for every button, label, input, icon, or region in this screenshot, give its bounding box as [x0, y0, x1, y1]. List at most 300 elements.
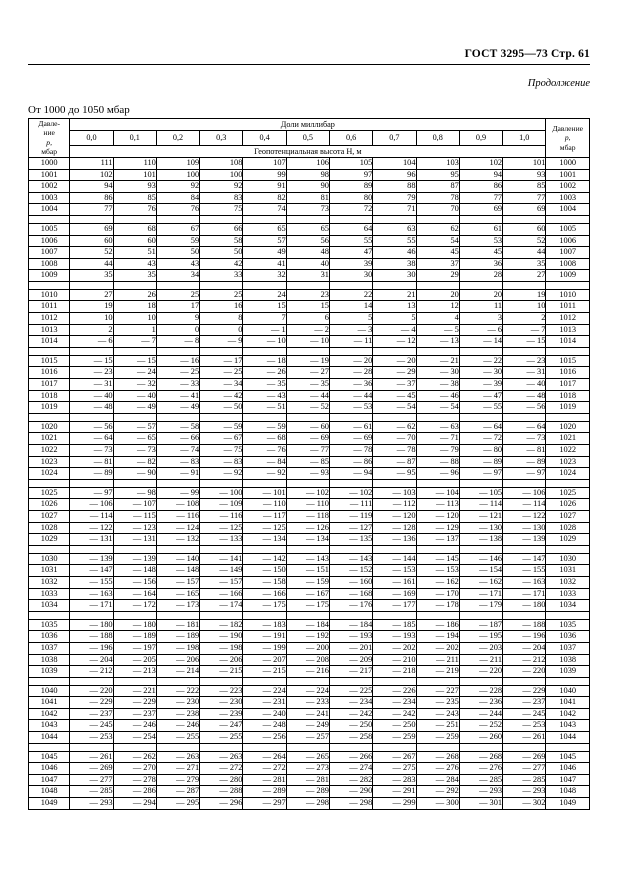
cell-height-9: — 39 — [459, 379, 502, 391]
cell-height-3: — 190 — [200, 631, 243, 643]
spacer-cell — [459, 743, 502, 751]
cell-height-2: — 295 — [156, 798, 199, 810]
table-row — [29, 642, 590, 654]
table-row — [29, 522, 590, 534]
cell-height-10: 52 — [503, 235, 546, 247]
table-row — [29, 565, 590, 577]
spacer-cell — [503, 413, 546, 421]
table-row — [29, 774, 590, 786]
cell-height-1: 18 — [113, 301, 156, 313]
cell-height-10: 101 — [503, 157, 546, 169]
spacer-cell — [546, 413, 590, 421]
cell-height-1: — 262 — [113, 751, 156, 763]
cell-height-5: 65 — [286, 223, 329, 235]
cell-height-0: — 40 — [70, 390, 113, 402]
cell-height-7: — 120 — [373, 510, 416, 522]
block-separator — [29, 413, 590, 421]
cell-height-0: 19 — [70, 301, 113, 313]
spacer-cell — [156, 677, 199, 685]
row-pressure-right: 1034 — [546, 600, 590, 612]
spacer-cell — [29, 215, 70, 223]
cell-height-8: 62 — [416, 223, 459, 235]
cell-height-9: — 203 — [459, 642, 502, 654]
spacer-cell — [416, 545, 459, 553]
cell-height-1: — 148 — [113, 565, 156, 577]
cell-height-0: 35 — [70, 270, 113, 282]
cell-height-7: 71 — [373, 204, 416, 216]
table-row — [29, 402, 590, 414]
spacer-cell — [156, 743, 199, 751]
cell-height-5: 23 — [286, 289, 329, 301]
row-pressure-right: 1011 — [546, 301, 590, 313]
cell-height-5: — 281 — [286, 774, 329, 786]
spacer-cell — [416, 677, 459, 685]
table-row — [29, 534, 590, 546]
spacer-cell — [459, 215, 502, 223]
cell-height-10: — 285 — [503, 774, 546, 786]
spacer-cell — [286, 545, 329, 553]
cell-height-8: — 268 — [416, 751, 459, 763]
cell-height-8: — 211 — [416, 654, 459, 666]
cell-height-1: 35 — [113, 270, 156, 282]
spacer-cell — [503, 215, 546, 223]
cell-height-3: — 230 — [200, 697, 243, 709]
spacer-cell — [156, 281, 199, 289]
cell-height-1: 110 — [113, 157, 156, 169]
cell-height-8: — 79 — [416, 445, 459, 457]
cell-height-2: — 148 — [156, 565, 199, 577]
cell-height-5: — 249 — [286, 720, 329, 732]
cell-height-5: — 77 — [286, 445, 329, 457]
cell-height-7: — 267 — [373, 751, 416, 763]
table-row — [29, 421, 590, 433]
spacer-cell — [200, 677, 243, 685]
cell-height-3: — 50 — [200, 402, 243, 414]
spacer-cell — [29, 347, 70, 355]
cell-height-7: 104 — [373, 157, 416, 169]
header-fraction-1: 0,1 — [113, 130, 156, 145]
cell-height-4: — 199 — [243, 642, 286, 654]
cell-height-9: — 293 — [459, 786, 502, 798]
table-row — [29, 301, 590, 313]
cell-height-2: 76 — [156, 204, 199, 216]
cell-height-5: — 69 — [286, 433, 329, 445]
spacer-cell — [416, 347, 459, 355]
row-pressure-right: 1033 — [546, 588, 590, 600]
cell-height-10: — 139 — [503, 534, 546, 546]
cell-height-2: — 8 — [156, 336, 199, 348]
cell-height-0: — 64 — [70, 433, 113, 445]
cell-height-7: — 70 — [373, 433, 416, 445]
table-row — [29, 235, 590, 247]
row-pressure-left: 1028 — [29, 522, 70, 534]
spacer-cell — [286, 677, 329, 685]
cell-height-10: — 114 — [503, 499, 546, 511]
row-pressure-left: 1002 — [29, 181, 70, 193]
cell-height-1: — 278 — [113, 774, 156, 786]
cell-height-8: — 202 — [416, 642, 459, 654]
spacer-cell — [243, 347, 286, 355]
cell-height-0: — 245 — [70, 720, 113, 732]
cell-height-5: — 143 — [286, 553, 329, 565]
cell-height-8: 70 — [416, 204, 459, 216]
spacer-cell — [29, 677, 70, 685]
cell-height-9: — 252 — [459, 720, 502, 732]
cell-height-0: — 89 — [70, 468, 113, 480]
table-row — [29, 786, 590, 798]
cell-height-5: — 85 — [286, 456, 329, 468]
cell-height-3: — 239 — [200, 708, 243, 720]
table-header-row-3 — [29, 145, 590, 157]
cell-height-6: — 290 — [329, 786, 372, 798]
spacer-cell — [113, 347, 156, 355]
spacer-cell — [503, 677, 546, 685]
cell-height-0: 52 — [70, 247, 113, 259]
table-row — [29, 487, 590, 499]
cell-height-2: 25 — [156, 289, 199, 301]
header-fraction-8: 0,8 — [416, 130, 459, 145]
cell-height-2: — 271 — [156, 763, 199, 775]
cell-height-9: — 154 — [459, 565, 502, 577]
table-row — [29, 324, 590, 336]
table-row — [29, 798, 590, 810]
cell-height-6: — 11 — [329, 336, 372, 348]
spacer-cell — [70, 215, 113, 223]
cell-height-4: 107 — [243, 157, 286, 169]
cell-height-7: — 153 — [373, 565, 416, 577]
row-pressure-right: 1002 — [546, 181, 590, 193]
row-pressure-left: 1047 — [29, 774, 70, 786]
cell-height-5: — 167 — [286, 588, 329, 600]
row-pressure-right: 1024 — [546, 468, 590, 480]
cell-height-10: 19 — [503, 289, 546, 301]
cell-height-2: — 181 — [156, 619, 199, 631]
cell-height-4: — 76 — [243, 445, 286, 457]
cell-height-4: — 215 — [243, 666, 286, 678]
cell-height-9: — 187 — [459, 619, 502, 631]
cell-height-7: — 161 — [373, 576, 416, 588]
cell-height-5: 90 — [286, 181, 329, 193]
cell-height-7: — 275 — [373, 763, 416, 775]
cell-height-9: — 80 — [459, 445, 502, 457]
cell-height-3: — 223 — [200, 685, 243, 697]
cell-height-7: — 218 — [373, 666, 416, 678]
spacer-cell — [156, 611, 199, 619]
spacer-cell — [459, 545, 502, 553]
cell-height-4: — 224 — [243, 685, 286, 697]
cell-height-8: — 129 — [416, 522, 459, 534]
spacer-cell — [200, 611, 243, 619]
row-pressure-right: 1040 — [546, 685, 590, 697]
cell-height-8: 37 — [416, 258, 459, 270]
spacer-cell — [373, 611, 416, 619]
spacer-cell — [156, 479, 199, 487]
cell-height-2: — 279 — [156, 774, 199, 786]
cell-height-7: — 169 — [373, 588, 416, 600]
row-pressure-left: 1021 — [29, 433, 70, 445]
cell-height-4: — 51 — [243, 402, 286, 414]
cell-height-0: 10 — [70, 313, 113, 325]
row-pressure-left: 1010 — [29, 289, 70, 301]
cell-height-10: — 73 — [503, 433, 546, 445]
header-fraction-10: 1,0 — [503, 130, 546, 145]
cell-height-10: — 48 — [503, 390, 546, 402]
cell-height-4: 57 — [243, 235, 286, 247]
cell-height-7: — 87 — [373, 456, 416, 468]
spacer-cell — [113, 545, 156, 553]
cell-height-9: — 138 — [459, 534, 502, 546]
cell-height-0: — 220 — [70, 685, 113, 697]
cell-height-8: — 243 — [416, 708, 459, 720]
cell-height-7: 13 — [373, 301, 416, 313]
spacer-cell — [200, 347, 243, 355]
cell-height-10: — 7 — [503, 324, 546, 336]
row-pressure-right: 1010 — [546, 289, 590, 301]
cell-height-9: 53 — [459, 235, 502, 247]
table-row — [29, 289, 590, 301]
table-row — [29, 708, 590, 720]
cell-height-10: — 229 — [503, 685, 546, 697]
cell-height-3: 108 — [200, 157, 243, 169]
row-pressure-right: 1043 — [546, 720, 590, 732]
cell-height-10: — 81 — [503, 445, 546, 457]
cell-height-5: — 93 — [286, 468, 329, 480]
cell-height-5: 40 — [286, 258, 329, 270]
cell-height-1: — 123 — [113, 522, 156, 534]
row-pressure-left: 1045 — [29, 751, 70, 763]
cell-height-8: — 194 — [416, 631, 459, 643]
cell-height-3: 58 — [200, 235, 243, 247]
cell-height-7: 96 — [373, 169, 416, 181]
row-pressure-right: 1006 — [546, 235, 590, 247]
cell-height-1: 93 — [113, 181, 156, 193]
spacer-cell — [243, 281, 286, 289]
row-pressure-left: 1014 — [29, 336, 70, 348]
table-row — [29, 588, 590, 600]
cell-height-10: — 106 — [503, 487, 546, 499]
cell-height-9: — 130 — [459, 522, 502, 534]
cell-height-0: — 204 — [70, 654, 113, 666]
cell-height-2: — 16 — [156, 355, 199, 367]
cell-height-4: — 272 — [243, 763, 286, 775]
spacer-cell — [113, 743, 156, 751]
spacer-cell — [29, 281, 70, 289]
cell-height-9: 77 — [459, 192, 502, 204]
cell-height-2: — 287 — [156, 786, 199, 798]
cell-height-6: 30 — [329, 270, 372, 282]
cell-height-5: — 208 — [286, 654, 329, 666]
cell-height-0: — 147 — [70, 565, 113, 577]
cell-height-6: — 266 — [329, 751, 372, 763]
cell-height-7: 46 — [373, 247, 416, 259]
cell-height-9: — 22 — [459, 355, 502, 367]
spacer-cell — [416, 413, 459, 421]
cell-height-5: — 134 — [286, 534, 329, 546]
table-row — [29, 445, 590, 457]
cell-height-4: 99 — [243, 169, 286, 181]
cell-height-2: — 173 — [156, 600, 199, 612]
cell-height-6: — 78 — [329, 445, 372, 457]
cell-height-0: — 81 — [70, 456, 113, 468]
cell-height-8: — 145 — [416, 553, 459, 565]
cell-height-4: — 1 — [243, 324, 286, 336]
cell-height-2: 92 — [156, 181, 199, 193]
row-pressure-right: 1019 — [546, 402, 590, 414]
cell-height-4: — 231 — [243, 697, 286, 709]
cell-height-7: — 78 — [373, 445, 416, 457]
cell-height-7: 63 — [373, 223, 416, 235]
cell-height-8: — 21 — [416, 355, 459, 367]
cell-height-2: — 108 — [156, 499, 199, 511]
cell-height-9: 86 — [459, 181, 502, 193]
row-pressure-left: 1044 — [29, 732, 70, 744]
cell-height-7: 21 — [373, 289, 416, 301]
cell-height-3: — 215 — [200, 666, 243, 678]
cell-height-10: — 40 — [503, 379, 546, 391]
row-pressure-left: 1029 — [29, 534, 70, 546]
row-pressure-right: 1004 — [546, 204, 590, 216]
row-pressure-left: 1043 — [29, 720, 70, 732]
header-fraction-9: 0,9 — [459, 130, 502, 145]
cell-height-6: — 234 — [329, 697, 372, 709]
cell-height-10: — 163 — [503, 576, 546, 588]
cell-height-2: — 41 — [156, 390, 199, 402]
spacer-cell — [546, 611, 590, 619]
cell-height-6: — 61 — [329, 421, 372, 433]
cell-height-8: 95 — [416, 169, 459, 181]
cell-height-5: — 216 — [286, 666, 329, 678]
spacer-cell — [243, 677, 286, 685]
cell-height-1: 43 — [113, 258, 156, 270]
cell-height-9: 102 — [459, 157, 502, 169]
cell-height-9: — 244 — [459, 708, 502, 720]
cell-height-6: — 3 — [329, 324, 372, 336]
cell-height-10: — 204 — [503, 642, 546, 654]
row-pressure-right: 1008 — [546, 258, 590, 270]
cell-height-9: 69 — [459, 204, 502, 216]
table-row — [29, 654, 590, 666]
cell-height-3: — 25 — [200, 367, 243, 379]
spacer-cell — [546, 347, 590, 355]
cell-height-6: — 53 — [329, 402, 372, 414]
cell-height-10: — 245 — [503, 708, 546, 720]
header-pressure-left: Давле- ние p, мбар — [29, 119, 70, 158]
block-separator — [29, 347, 590, 355]
cell-height-5: — 200 — [286, 642, 329, 654]
table-row — [29, 433, 590, 445]
row-pressure-left: 1016 — [29, 367, 70, 379]
cell-height-2: — 83 — [156, 456, 199, 468]
cell-height-5: — 184 — [286, 619, 329, 631]
cell-height-1: — 98 — [113, 487, 156, 499]
cell-height-1: — 131 — [113, 534, 156, 546]
row-pressure-left: 1048 — [29, 786, 70, 798]
row-pressure-left: 1034 — [29, 600, 70, 612]
cell-height-6: 47 — [329, 247, 372, 259]
cell-height-1: — 82 — [113, 456, 156, 468]
spacer-cell — [459, 281, 502, 289]
cell-height-1: — 270 — [113, 763, 156, 775]
spacer-cell — [459, 413, 502, 421]
cell-height-10: 77 — [503, 192, 546, 204]
cell-height-5: — 192 — [286, 631, 329, 643]
cell-height-1: — 73 — [113, 445, 156, 457]
cell-height-3: — 149 — [200, 565, 243, 577]
row-pressure-left: 1017 — [29, 379, 70, 391]
cell-height-3: — 272 — [200, 763, 243, 775]
spacer-cell — [373, 413, 416, 421]
cell-height-1: 51 — [113, 247, 156, 259]
cell-height-6: 97 — [329, 169, 372, 181]
cell-height-7: — 185 — [373, 619, 416, 631]
cell-height-0: — 48 — [70, 402, 113, 414]
cell-height-8: — 54 — [416, 402, 459, 414]
row-pressure-right: 1044 — [546, 732, 590, 744]
cell-height-1: — 221 — [113, 685, 156, 697]
cell-height-5: — 265 — [286, 751, 329, 763]
cell-height-9: — 179 — [459, 600, 502, 612]
cell-height-3: — 42 — [200, 390, 243, 402]
spacer-cell — [113, 281, 156, 289]
spacer-cell — [546, 479, 590, 487]
cell-height-8: — 162 — [416, 576, 459, 588]
cell-height-4: 7 — [243, 313, 286, 325]
row-pressure-left: 1046 — [29, 763, 70, 775]
cell-height-7: — 112 — [373, 499, 416, 511]
cell-height-4: — 289 — [243, 786, 286, 798]
row-pressure-left: 1006 — [29, 235, 70, 247]
cell-height-2: 43 — [156, 258, 199, 270]
cell-height-8: 12 — [416, 301, 459, 313]
row-pressure-right: 1047 — [546, 774, 590, 786]
row-pressure-left: 1019 — [29, 402, 70, 414]
row-pressure-left: 1009 — [29, 270, 70, 282]
spacer-cell — [286, 281, 329, 289]
cell-height-8: 54 — [416, 235, 459, 247]
cell-height-1: — 294 — [113, 798, 156, 810]
cell-height-7: 79 — [373, 192, 416, 204]
cell-height-5: — 175 — [286, 600, 329, 612]
cell-height-1: — 7 — [113, 336, 156, 348]
header-fractions-group: Доли миллибар — [70, 119, 546, 131]
cell-height-4: 65 — [243, 223, 286, 235]
cell-height-4: — 158 — [243, 576, 286, 588]
cell-height-4: — 207 — [243, 654, 286, 666]
cell-height-1: — 286 — [113, 786, 156, 798]
cell-height-8: — 251 — [416, 720, 459, 732]
table-row — [29, 313, 590, 325]
cell-height-9: — 236 — [459, 697, 502, 709]
cell-height-7: — 95 — [373, 468, 416, 480]
cell-height-6: — 143 — [329, 553, 372, 565]
row-pressure-right: 1028 — [546, 522, 590, 534]
cell-height-0: — 229 — [70, 697, 113, 709]
cell-height-9: — 97 — [459, 468, 502, 480]
table-row — [29, 247, 590, 259]
row-pressure-left: 1013 — [29, 324, 70, 336]
row-pressure-left: 1024 — [29, 468, 70, 480]
block-separator — [29, 611, 590, 619]
header-fraction-6: 0,6 — [329, 130, 372, 145]
table-row — [29, 685, 590, 697]
cell-height-1: 1 — [113, 324, 156, 336]
cell-height-5: 98 — [286, 169, 329, 181]
cell-height-0: 44 — [70, 258, 113, 270]
table-row — [29, 751, 590, 763]
cell-height-4: — 68 — [243, 433, 286, 445]
cell-height-8: — 120 — [416, 510, 459, 522]
cell-height-3: — 75 — [200, 445, 243, 457]
